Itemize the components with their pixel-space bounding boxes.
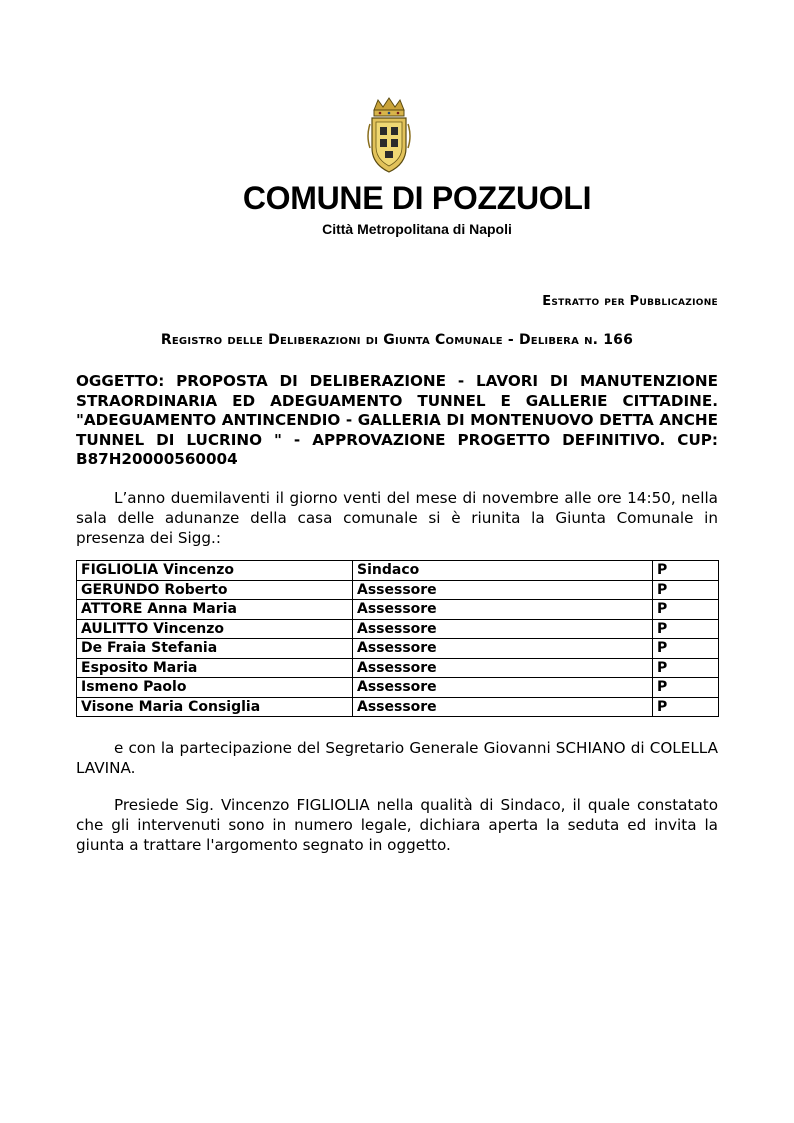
member-name: FIGLIOLIA Vincenzo xyxy=(77,561,353,581)
member-presence: P xyxy=(653,600,719,620)
member-presence: P xyxy=(653,619,719,639)
member-presence: P xyxy=(653,580,719,600)
member-role: Assessore xyxy=(353,697,653,717)
member-presence: P xyxy=(653,639,719,659)
extract-label: Estratto per Pubblicazione xyxy=(542,294,718,309)
intro-text: L’anno duemilaventi il giorno venti del mese di novembre alle ore 14:50, nella sala delle adunanze della casa comunale si è riunita la Giunta Comunale in presenza dei Sigg.: xyxy=(76,489,718,547)
intro-paragraph xyxy=(76,488,718,548)
table-row xyxy=(77,600,719,620)
member-name: ATTORE Anna Maria xyxy=(77,600,353,620)
table-row xyxy=(77,561,719,581)
member-role: Assessore xyxy=(353,639,653,659)
member-role: Assessore xyxy=(353,678,653,698)
member-presence: P xyxy=(653,678,719,698)
table-row xyxy=(77,619,719,639)
table-row xyxy=(77,697,719,717)
secretary-text: e con la partecipazione del Segretario Generale Giovanni SCHIANO di COLELLA LAVINA. xyxy=(76,739,718,777)
member-name: Esposito Maria xyxy=(77,658,353,678)
member-name: De Fraia Stefania xyxy=(77,639,353,659)
coat-of-arms-icon xyxy=(366,96,412,176)
member-presence: P xyxy=(653,561,719,581)
member-presence: P xyxy=(653,658,719,678)
register-heading: Registro delle Deliberazioni di Giunta Comunale - Delibera n. 166 xyxy=(160,332,634,348)
table-row xyxy=(77,658,719,678)
member-role: Assessore xyxy=(353,600,653,620)
president-text: Presiede Sig. Vincenzo FIGLIOLIA nella qualità di Sindaco, il quale constatato che gli intervenuti sono in numero legale, dichiara aperta la seduta ed invita la giunta a trattare l'argomento segnato in oggetto. xyxy=(76,796,718,854)
member-role: Assessore xyxy=(353,619,653,639)
document-title: COMUNE DI POZZUOLI xyxy=(242,180,592,216)
member-name: AULITTO Vincenzo xyxy=(77,619,353,639)
president-paragraph xyxy=(76,795,718,855)
member-role: Assessore xyxy=(353,658,653,678)
subject-paragraph: OGGETTO: PROPOSTA DI DELIBERAZIONE - LAVORI DI MANUTENZIONE STRAORDINARIA ED ADEGUAMENTO TUNNEL E GALLERIE CITTADINE. "ADEGUAMENTO ANTINCENDIO - GALLERIA DI MONTENUOVO DETTA ANCHE TUNNEL DI LUCRINO " - APPROVAZIONE PROGETTO DEFINITIVO. CUP: B87H20000560004 xyxy=(76,372,718,469)
member-name: GERUNDO Roberto xyxy=(77,580,353,600)
table-row xyxy=(77,678,719,698)
member-presence: P xyxy=(653,697,719,717)
table-row xyxy=(77,580,719,600)
document-subtitle: Città Metropolitana di Napoli xyxy=(322,221,512,237)
member-name: Ismeno Paolo xyxy=(77,678,353,698)
members-table xyxy=(76,560,719,717)
table-row xyxy=(77,639,719,659)
member-name: Visone Maria Consiglia xyxy=(77,697,353,717)
member-role: Assessore xyxy=(353,580,653,600)
member-role: Sindaco xyxy=(353,561,653,581)
secretary-paragraph xyxy=(76,738,718,778)
